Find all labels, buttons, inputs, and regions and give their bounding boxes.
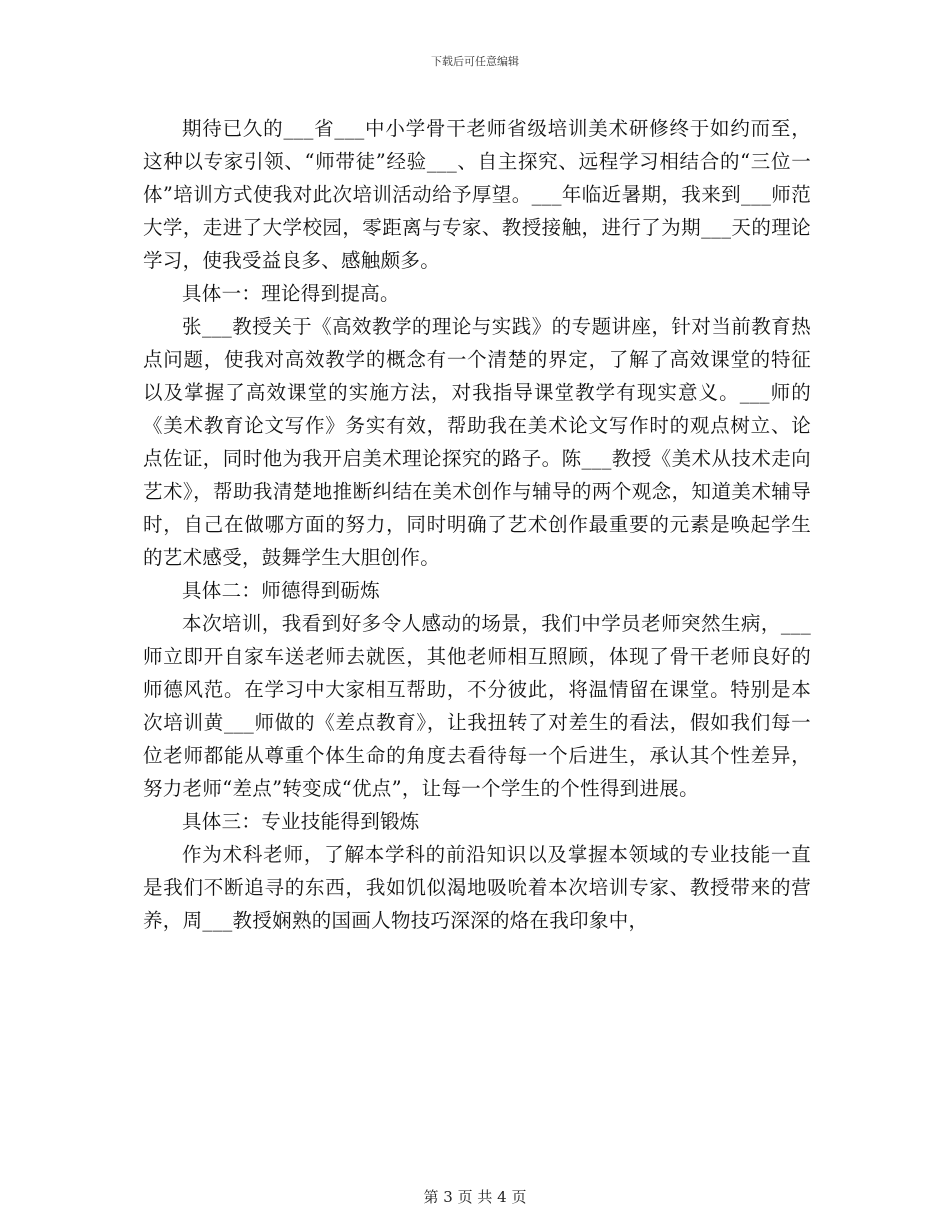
paragraph-ethics: 本次培训，我看到好多令人感动的场景，我们中学员老师突然生病，___师立即开自家车送老师去就医，其他老师相互照顾，体现了骨干老师良好的师德风范。在学习中大家相互帮助，不分彼此，将温情留在课堂。特别是本次培训黄___师做的《差点教育》，让我扭转了对差生的看法，假如我们每一位老师都能从尊重个体生命的角度去看待每一个后进生，承认其个性差异，努力老师“差点”转变成“优点”，让每一个学生的个性得到进展。 (143, 612, 811, 800)
document-body (143, 112, 811, 937)
page-footer: 第 3 页 共 4 页 (423, 1188, 527, 1206)
section-heading-theory: 具体一：理论得到提高。 (182, 282, 400, 305)
paragraph-skills: 作为术科老师，了解本学科的前沿知识以及掌握本领域的专业技能一直是我们不断追寻的东西，我如饥似渴地吸吮着本次培训专家、教授带来的营养，周___教授娴熟的国画人物技巧深深的烙在我印象中， (143, 843, 811, 932)
paragraph-intro: 期待已久的___省___中小学骨干老师省级培训美术研修终于如约而至，这种以专家引领、“师带徒”经验___、自主探究、远程学习相结合的“三位一体”培训方式使我对此次培训活动给予厚望。___年临近暑期，我来到___师范大学，走进了大学校园，零距离与专家、教授接触，进行了为期___天的理论学习，使我受益良多、感触颇多。 (143, 117, 811, 272)
section-heading-skills: 具体三：专业技能得到锻炼 (182, 810, 420, 833)
paragraph-theory: 张___教授关于《高效教学的理论与实践》的专题讲座，针对当前教育热点问题，使我对高效教学的概念有一个清楚的界定，了解了高效课堂的特征以及掌握了高效课堂的实施方法，对我指导课堂教学有现实意义。___师的《美术教育论文写作》务实有效，帮助我在美术论文写作时的观点树立、论点佐证，同时他为我开启美术理论探究的路子。陈___教授《美术从技术走向艺术》，帮助我清楚地推断纠结在美术创作与辅导的两个观念，知道美术辅导时，自己在做哪方面的努力，同时明确了艺术创作最重要的元素是唤起学生的艺术感受，鼓舞学生大胆创作。 (143, 315, 811, 569)
section-heading-ethics: 具体二：师德得到砺炼 (182, 579, 381, 602)
page-header-note: 下载后可任意编辑 (431, 55, 519, 68)
